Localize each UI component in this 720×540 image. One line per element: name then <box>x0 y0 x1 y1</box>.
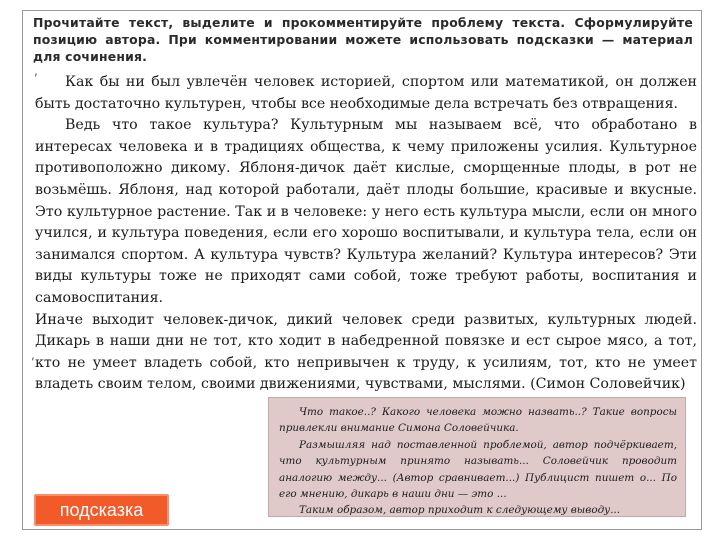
hint-popup <box>268 397 686 517</box>
hint-paragraph-3: Таким образом, автор приходит к следующему выводу... <box>299 504 621 517</box>
slide-marker: , <box>34 64 38 78</box>
hint-paragraph-1: Что такое..? Какого человека можно назвать..? Такие вопросы привлекли внимание Симона Соловейчика. <box>279 406 677 435</box>
essay-paragraph-2: Ведь что такое культура? Культурным мы называем всё, что обработано в интересах человека и в традициях общества, к чему приложены усилия. Культурное противоположно дикому. Яблоня-дичок даёт кислые, сморщенные плоды, в рот не возьмёшь. Яблоня, над которой работали, даёт плоды большие, красивые и вкусные. Это культурное растение. Так и в человеке: у него есть культура мысли, если он много учился, и культура поведения, если его хорошо воспитывали, и культура тела, если он занимался спортом. А культура чувств? Культура желаний? Культура интересов? Эти виды культуры тоже не приходят сами собой, тоже требуют работы, воспитания и самовоспитания. <box>35 117 697 306</box>
hint-button[interactable]: подсказка <box>34 494 169 526</box>
task-instruction: Прочитайте текст, выделите и прокомментируйте проблему текста. Сформулируйте позицию автора. При комментировании можете использовать подсказки — материал для сочинения. <box>33 15 693 64</box>
essay-paragraph-3: Иначе выходит человек-дичок, дикий человек среди развитых, культурных людей. Дикарь в наши дни не тот, кто ходит в набедренной повязке и ест сырое мясо, а тот, кто не умеет владеть собой, кто непривычен к труду, к усилиям, тот, кто не умеет владеть своим телом, своими движениями, чувствами, мыслями. (Симон Соловейчик) <box>35 311 697 393</box>
slide-marker: , <box>31 348 35 362</box>
hint-paragraph-2: Размышляя над поставленной проблемой, автор подчёркивает, что культурным принято называть... Соловейчик проводит аналогию между... (Автор сравнивает...) Публицист пишет о... По его мнению, дикарь в наши дни — это ... <box>279 438 677 501</box>
essay-paragraph-1: Как бы ни был увлечён человек историей, спортом или математикой, он должен быть достаточно культурен, чтобы все необходимые дела встречать без отвращения. <box>35 74 697 112</box>
essay-text <box>35 72 697 396</box>
